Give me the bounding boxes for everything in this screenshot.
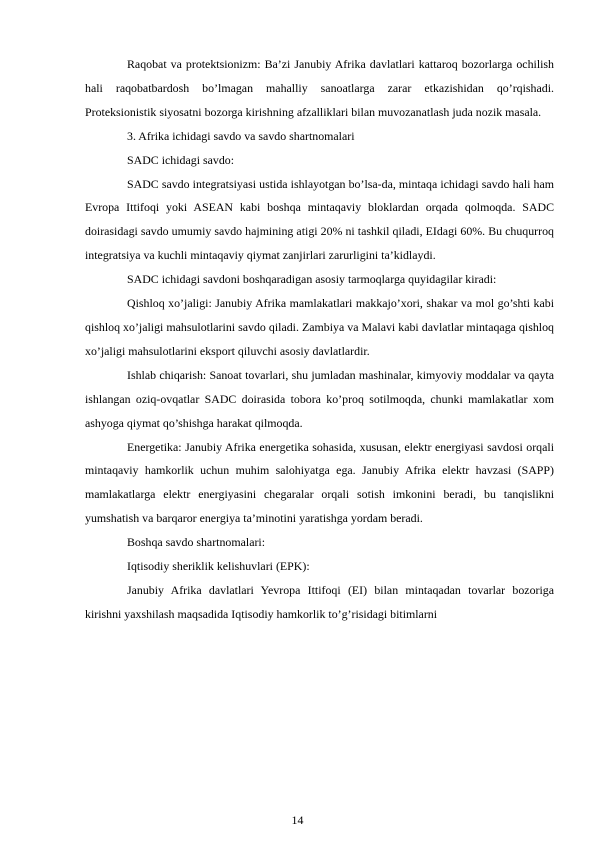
- paragraph-energy: Energetika: Janubiy Afrika energetika sohasida, xususan, elektr energiyasi savdosi orqali mintaqaviy hamkorlik uchun muhim salohiyatga ega. Janubiy Afrika elektr havzasi (SAPP) mamlakatlarga elektr energiyasini chegaralar orqali sotish imkonini beradi, bu tanqislikni yumshatish va barqaror energiya ta’minotini yaratishga yordam beradi.: [85, 439, 554, 526]
- subheading-other-agreements: Boshqa savdo shartnomalari:: [127, 535, 266, 550]
- subheading-sadc-trade: SADC ichidagi savdo:: [127, 152, 235, 167]
- paragraph-sadc-integration: SADC savdo integratsiyasi ustida ishlayotgan bo’lsa-da, mintaqa ichidagi savdo hali ham Evropa Ittifoqi yoki ASEAN kabi boshqa mintaqaviy bloklardan orqada qolmoqda. SADC doirasidagi savdo umumiy savdo hajmining atigi 20% ni tashkil qiladi, EIdagi 60%. Bu chuqurroq integratsiya va kuchli mintaqaviy qiymat zanjirlari zarurligini ta’kidlaydi.: [85, 176, 554, 263]
- paragraph-manufacturing: Ishlab chiqarish: Sanoat tovarlari, shu jumladan mashinalar, kimyoviy moddalar va qayta ishlangan oziq-ovqatlar SADC doirasida tobora ko’proq sotilmoqda, chunki mamlakatlar xom ashyoga qiymat qo’shishga harakat qilmoqda.: [85, 367, 554, 430]
- paragraph-competition-protectionism: Raqobat va protektsionizm: Ba’zi Janubiy Afrika davlatlari kattaroq bozorlarga ochilish hali raqobatbardosh bo’lmagan mahalliy sanoatlarga zarar etkazishidan qo’rqishadi. Proteksionistik siyosatni bozorga kirishning afzalliklari bilan muvozanatlash juda nozik masala.: [85, 57, 554, 119]
- page-number: 14: [291, 813, 304, 827]
- subheading-epa: Iqtisodiy sheriklik kelishuvlari (EPK):: [127, 559, 310, 574]
- body-text: [85, 53, 554, 627]
- paragraph-key-sectors-intro: SADC ichidagi savdoni boshqaradigan asosiy tarmoqlarga quyidagilar kiradi:: [127, 272, 497, 287]
- paragraph-agriculture: Qishloq xo’jaligi: Janubiy Afrika mamlakatlari makkajo’xori, shakar va mol go’shti kabi qishloq xo’jaligi mahsulotlarini savdo qiladi. Zambiya va Malavi kabi davlatlar mintaqaga qishloq xo’jaligi mahsulotlarini eksport qiluvchi asosiy davlatlardir.: [85, 296, 554, 358]
- paragraph-eu-agreements: Janubiy Afrika davlatlari Yevropa Ittifoqi (EI) bilan mintaqadan tovarlar bozoriga kirishni yaxshilash maqsadida Iqtisodiy hamkorlik to’g’risidagi bitimlarni: [85, 582, 554, 621]
- section-heading-intra-african-trade: 3. Afrika ichidagi savdo va savdo shartnomalari: [127, 128, 355, 143]
